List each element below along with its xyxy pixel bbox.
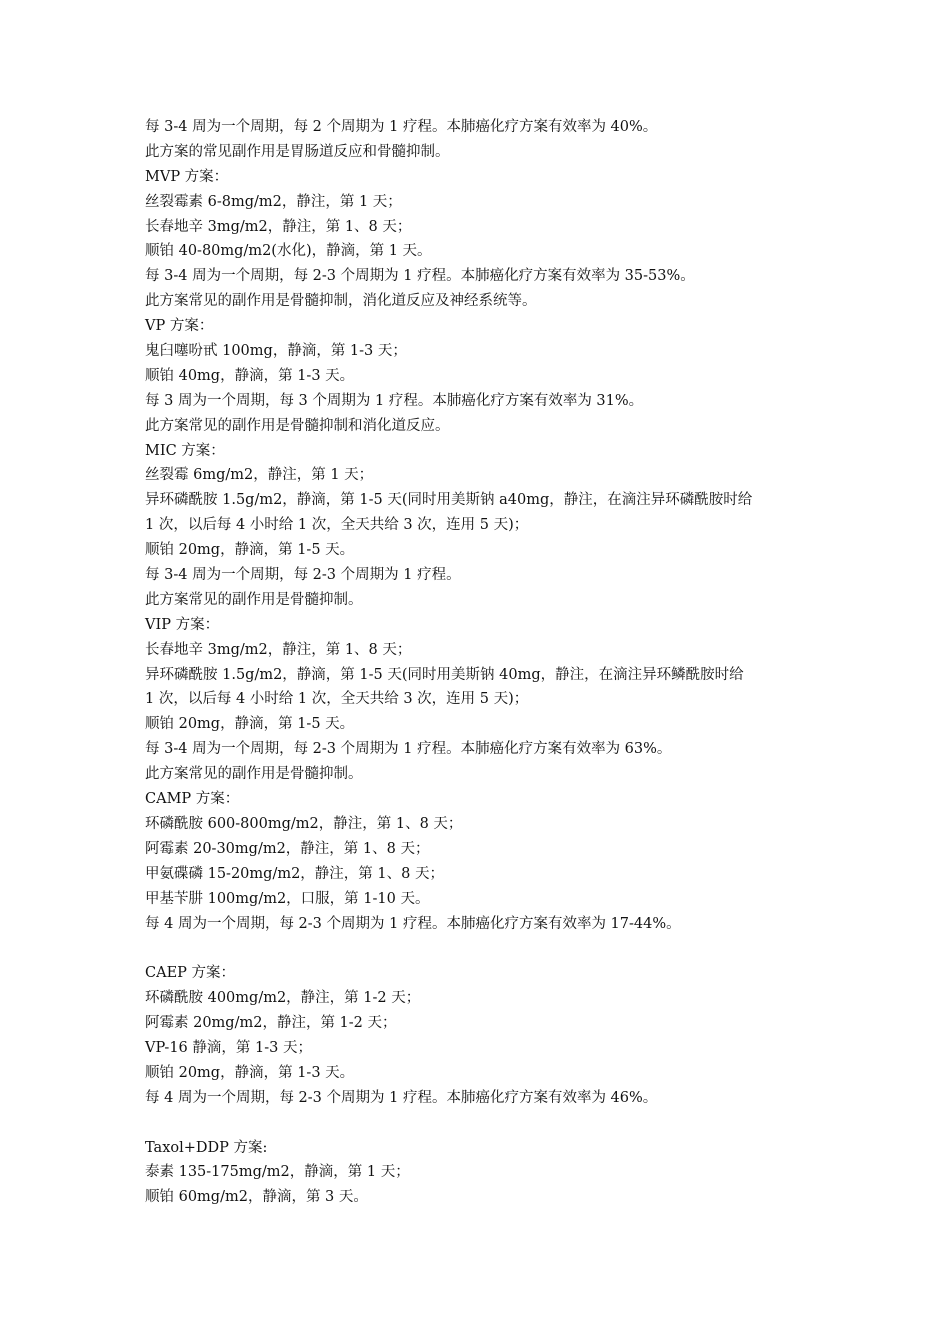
text-line: 每 3-4 周为一个周期，每 2-3 个周期为 1 疗程。本肺癌化疗方案有效率为 63%。 [145,741,672,758]
text-line: 甲氨碟磷 15-20mg/m2，静注，第 1、8 天； [145,865,444,882]
text-line: 鬼臼噻吩甙 100mg，静滴，第 1-3 天； [145,343,407,360]
section-heading-taxol-ddp: Taxol+DDP 方案: [145,1139,268,1156]
text-line: 顺铂 60mg/m2，静滴，第 3 天。 [145,1189,368,1206]
section-heading-vip: VIP 方案： [145,616,220,633]
text-line: 异环磷酰胺 1.5g/m2，静滴，第 1-5 天(同时用美斯钠 a40mg，静注，在滴注异环磷酰胺时给 [145,492,753,509]
text-line: 丝裂霉 6mg/m2，静注，第 1 天； [145,467,374,484]
text-line: 阿霉素 20-30mg/m2，静注，第 1、8 天； [145,840,430,857]
section-heading-caep: CAEP 方案： [145,965,236,982]
text-line: 顺铂 20mg，静滴，第 1-5 天。 [145,542,355,559]
text-line: 此方案常见的副作用是骨髓抑制。 [145,766,363,783]
text-line: 顺铂 20mg，静滴，第 1-3 天。 [145,1064,355,1081]
blank-line [145,1111,845,1136]
section-heading-mic: MIC 方案： [145,442,225,459]
text-line: 长春地辛 3mg/m2，静注，第 1、8 天； [145,218,412,235]
document-body [145,115,845,1210]
text-line: 每 4 周为一个周期，每 2-3 个周期为 1 疗程。本肺癌化疗方案有效率为 46%。 [145,1089,658,1106]
text-line: 1 次，以后每 4 小时给 1 次，全天共给 3 次，连用 5 天)； [145,517,529,534]
text-line: 阿霉素 20mg/m2，静注，第 1-2 天； [145,1015,397,1032]
text-line: VP-16 静滴，第 1-3 天； [145,1039,312,1056]
text-line: 此方案常见的副作用是骨髓抑制和消化道反应。 [145,417,450,434]
text-line: 每 3-4 周为一个周期，每 2-3 个周期为 1 疗程。本肺癌化疗方案有效率为 35-53%。 [145,268,695,285]
text-line: 每 3-4 周为一个周期，每 2-3 个周期为 1 疗程。 [145,567,461,584]
text-line: 顺铂 40mg，静滴，第 1-3 天。 [145,367,355,384]
section-heading-vp: VP 方案： [145,318,214,335]
text-line: 甲基苄肼 100mg/m2，口服，第 1-10 天。 [145,890,430,907]
text-line: 顺铂 20mg，静滴，第 1-5 天。 [145,716,355,733]
text-line: 环磷酰胺 400mg/m2，静注，第 1-2 天； [145,990,421,1007]
text-line: 此方案的常见副作用是胃肠道反应和骨髓抑制。 [145,143,450,160]
text-line: 环磷酰胺 600-800mg/m2，静注，第 1、8 天； [145,815,463,832]
text-line: 泰素 135-175mg/m2，静滴，第 1 天； [145,1164,410,1181]
text-line: 长春地辛 3mg/m2，静注，第 1、8 天； [145,641,412,658]
text-line: 异环磷酰胺 1.5g/m2，静滴，第 1-5 天(同时用美斯钠 40mg，静注，在滴注异环鳞酰胺时给 [145,666,744,683]
text-line: 每 3-4 周为一个周期，每 2 个周期为 1 疗程。本肺癌化疗方案有效率为 40%。 [145,119,658,135]
text-line: 此方案常见的副作用是骨髓抑制，消化道反应及神经系统等。 [145,293,537,310]
text-line: 此方案常见的副作用是骨髓抑制。 [145,591,363,608]
section-heading-camp: CAMP 方案： [145,791,240,808]
blank-line [145,936,845,961]
text-line: 丝裂霉素 6-8mg/m2，静注，第 1 天； [145,193,402,210]
text-line: 顺铂 40-80mg/m2(水化)，静滴，第 1 天。 [145,243,432,260]
text-line: 1 次，以后每 4 小时给 1 次，全天共给 3 次，连用 5 天)； [145,691,529,708]
text-line: 每 3 周为一个周期，每 3 个周期为 1 疗程。本肺癌化疗方案有效率为 31%。 [145,392,644,409]
text-line: 每 4 周为一个周期，每 2-3 个周期为 1 疗程。本肺癌化疗方案有效率为 17-44%。 [145,915,681,932]
section-heading-mvp: MVP 方案： [145,168,229,185]
